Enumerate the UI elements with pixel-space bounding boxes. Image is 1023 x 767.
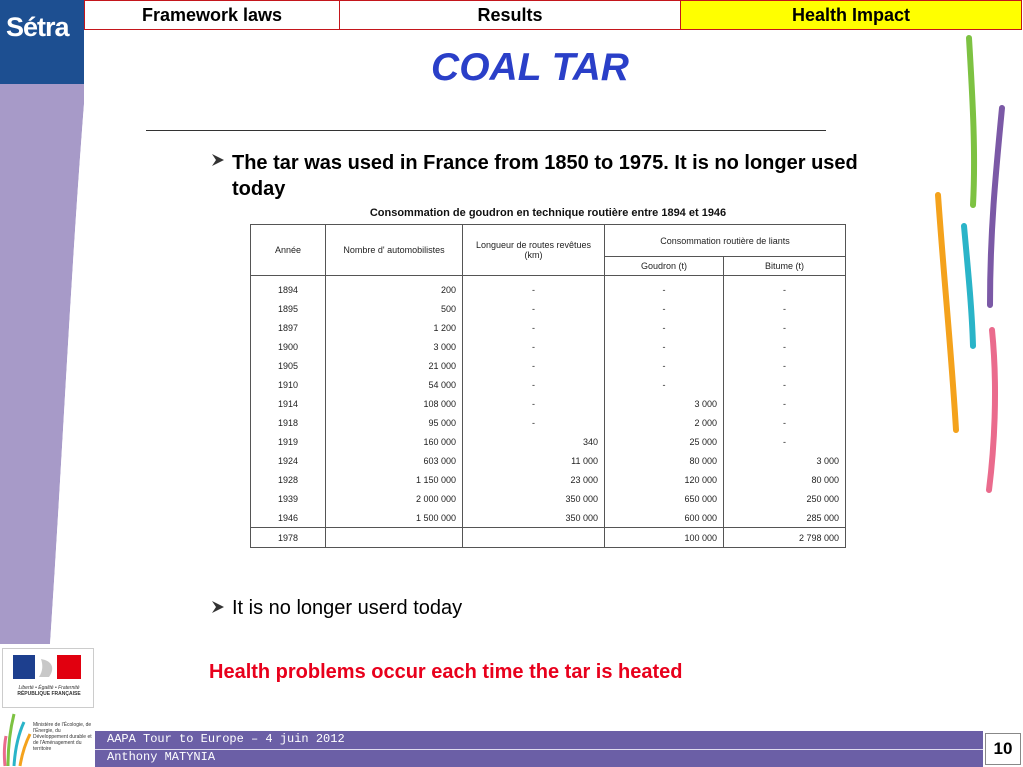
table-cell: - [724,413,846,432]
table-cell: 285 000 [724,508,846,528]
table-cell: - [463,375,605,394]
table-cell: - [724,337,846,356]
header-automobilistes: Nombre d' automobilistes [326,225,463,276]
table-cell: 250 000 [724,489,846,508]
health-note: Health problems occur each time the tar is heated [209,661,683,683]
table-cell: 1924 [251,451,326,470]
table-row [251,470,846,489]
table-cell: 1914 [251,394,326,413]
table-cell [326,528,463,548]
page-number: 10 [985,733,1021,765]
table-cell: 1900 [251,337,326,356]
table-cell: - [463,299,605,318]
table-cell: 108 000 [326,394,463,413]
table-cell: 650 000 [605,489,724,508]
header-annee: Année [251,225,326,276]
table-row [251,356,846,375]
table-cell: - [724,299,846,318]
table-cell: 1905 [251,356,326,375]
table-cell: 1928 [251,470,326,489]
table-row [251,299,846,318]
rf-motto: Liberté • Égalité • Fraternité [18,685,80,691]
table-cell: 603 000 [326,451,463,470]
table-cell: - [463,337,605,356]
table-row [251,276,846,300]
table-row [251,451,846,470]
table-cell: - [605,375,724,394]
republique-francaise-logo [2,648,94,708]
marianne-flag-icon [13,655,81,679]
table-cell: - [724,276,846,300]
table-cell: 1918 [251,413,326,432]
table-cell: - [463,394,605,413]
title-divider [146,130,826,131]
table-cell: 600 000 [605,508,724,528]
header-goudron: Goudron (t) [605,257,724,276]
tar-consumption-table [250,224,846,548]
table-cell: 1 200 [326,318,463,337]
table-cell: 95 000 [326,413,463,432]
table-cell: 500 [326,299,463,318]
table-cell: 1894 [251,276,326,300]
table-cell: 80 000 [605,451,724,470]
table-cell: - [605,356,724,375]
table-cell: - [724,394,846,413]
table-cell: 160 000 [326,432,463,451]
footer-author: Anthony MATYNIA [107,750,216,764]
table-cell: - [605,299,724,318]
table-cell: 1978 [251,528,326,548]
bullet-1-text: The tar was used in France from 1850 to 1975. It is no longer used today [232,152,858,200]
table-cell: 1939 [251,489,326,508]
footer-divider [95,749,983,750]
table-cell: 80 000 [724,470,846,489]
table-row [251,394,846,413]
header-consommation: Consommation routière de liants [605,225,846,257]
header-longueur: Longueur de routes revêtues (km) [463,225,605,276]
table-cell: 23 000 [463,470,605,489]
table-cell: 2 798 000 [724,528,846,548]
table-cell: - [605,318,724,337]
table-cell: 1 500 000 [326,508,463,528]
table-row [251,337,846,356]
table-cell: 2 000 [605,413,724,432]
table-cell: 350 000 [463,489,605,508]
table-row [251,489,846,508]
table-cell: - [605,337,724,356]
left-stripe [0,84,95,644]
top-nav-tabs [84,0,1022,32]
setra-logo-text: Sétra [6,12,69,42]
table-cell: - [724,432,846,451]
footer-event: AAPA Tour to Europe – 4 juin 2012 [107,732,345,746]
table-row [251,508,846,528]
arrow-bullet-icon [210,599,226,615]
table-cell: 1919 [251,432,326,451]
table-row [251,432,846,451]
ministry-stripes-icon [2,710,32,767]
tab-health-impact[interactable]: Health Impact [681,0,1022,30]
table-cell: 11 000 [463,451,605,470]
bullet-2-text: It is no longer userd today [232,597,463,619]
table-cell: 1895 [251,299,326,318]
table-cell: 3 000 [605,394,724,413]
table-cell: 3 000 [326,337,463,356]
table-row [251,375,846,394]
table-cell [463,528,605,548]
table-cell: 3 000 [724,451,846,470]
table-cell: - [724,375,846,394]
table-row [251,318,846,337]
arrow-bullet-icon [210,152,226,168]
table-row [251,528,846,548]
setra-logo [0,0,84,84]
table-cell: 200 [326,276,463,300]
table-cell: 100 000 [605,528,724,548]
footer-bar [95,731,983,767]
table-body [251,276,846,548]
table-cell: 54 000 [326,375,463,394]
table-cell: 340 [463,432,605,451]
table-cell: - [463,276,605,300]
tab-results[interactable]: Results [340,0,681,30]
ministry-logo [0,710,94,767]
rf-name: RÉPUBLIQUE FRANÇAISE [17,691,81,697]
decorative-color-strokes [920,30,1023,500]
table-cell: - [724,356,846,375]
table-cell: 1897 [251,318,326,337]
tab-framework-laws[interactable]: Framework laws [84,0,340,30]
table-cell: - [463,413,605,432]
table-cell: 350 000 [463,508,605,528]
table-cell: - [463,356,605,375]
table-cell: 1 150 000 [326,470,463,489]
table-cell: 1910 [251,375,326,394]
ministry-text: Ministère de l'Écologie, de l'Énergie, du Développement durable et de l'Aménagement du territoire [33,722,92,752]
table-row [251,413,846,432]
table-cell: 21 000 [326,356,463,375]
table-cell: 25 000 [605,432,724,451]
table-cell: - [724,318,846,337]
table-cell: 2 000 000 [326,489,463,508]
table-cell: - [463,318,605,337]
slide-title: COAL TAR [431,46,629,89]
table-title: Consommation de goudron en technique routière entre 1894 et 1946 [369,207,727,219]
header-bitume: Bitume (t) [724,257,846,276]
table-cell: 1946 [251,508,326,528]
table-cell: - [605,276,724,300]
table-cell: 120 000 [605,470,724,489]
